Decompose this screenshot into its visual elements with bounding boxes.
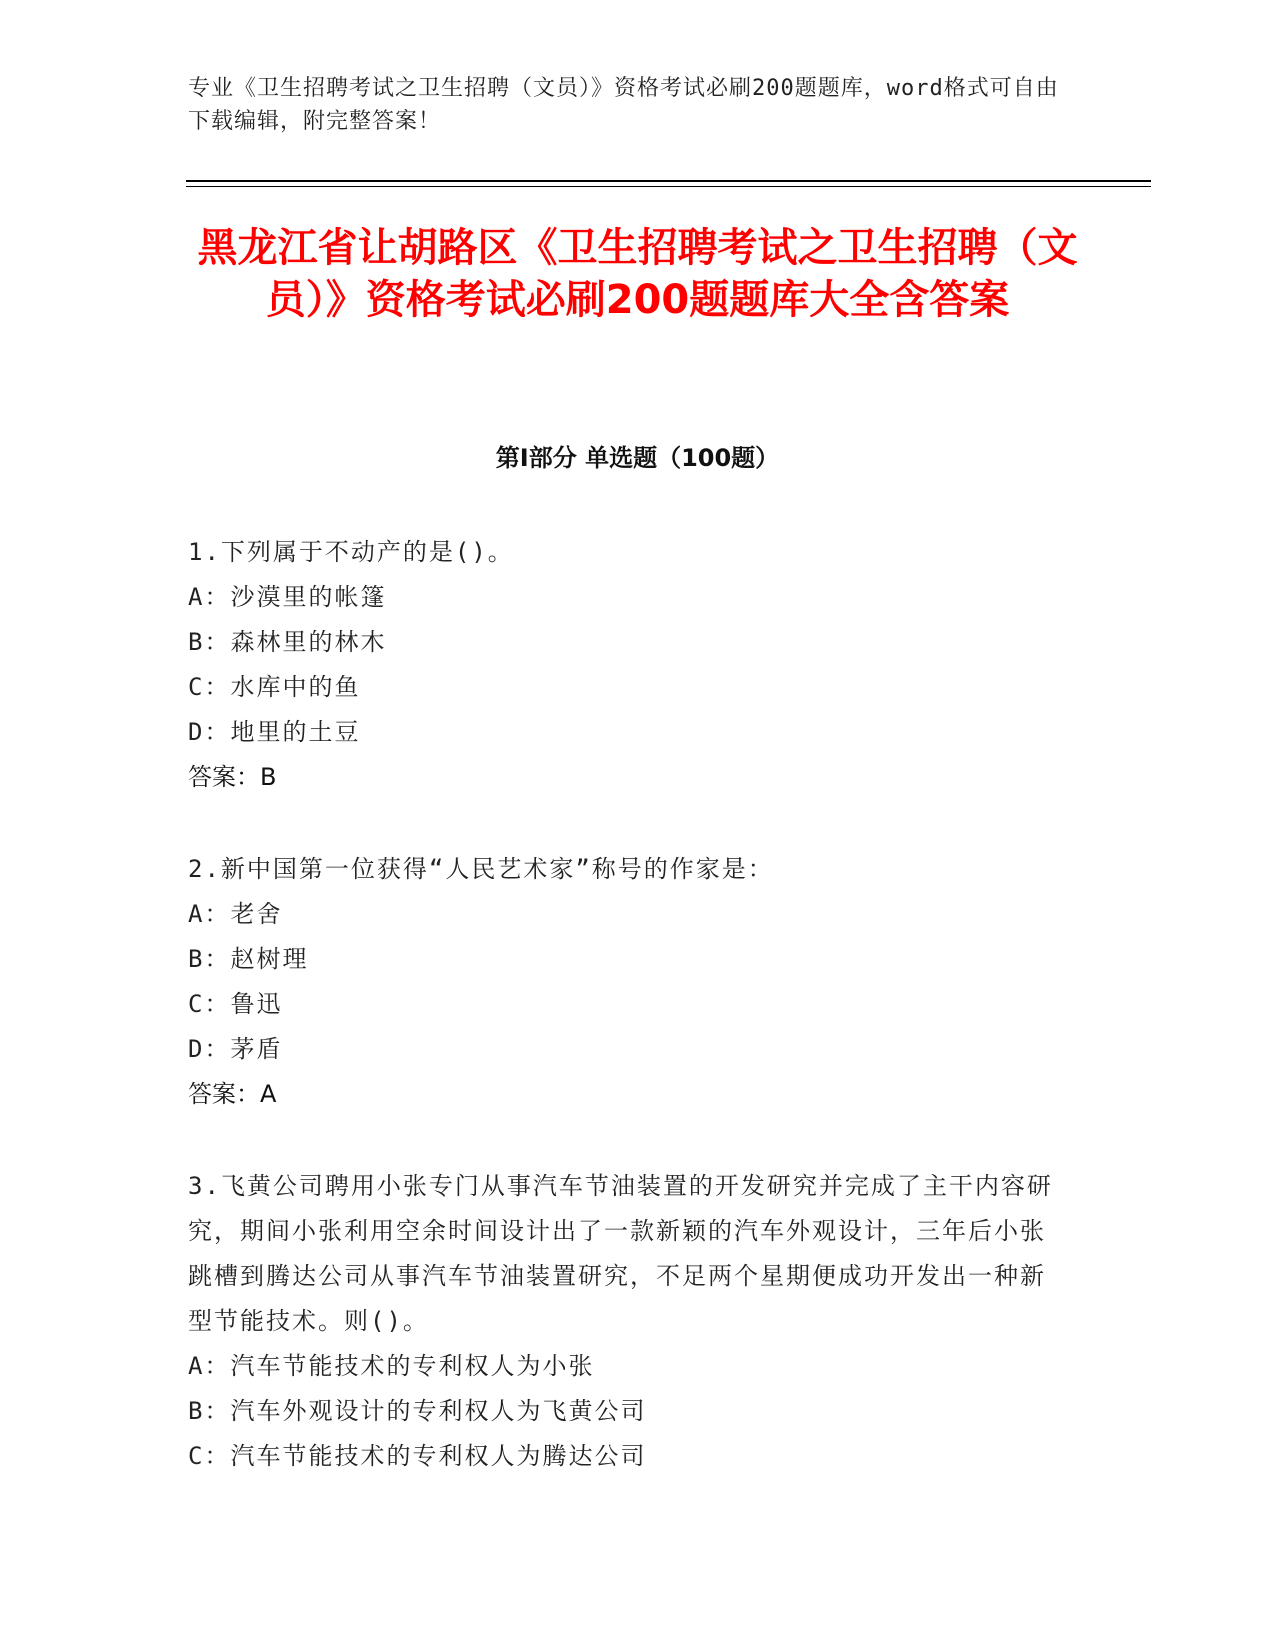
header-rule-thin	[186, 186, 1151, 187]
option-d: D：茅盾	[188, 1035, 283, 1063]
option-c: C：汽车节能技术的专利权人为腾达公司	[188, 1442, 647, 1470]
question-1	[188, 530, 1068, 800]
header-note: 专业《卫生招聘考试之卫生招聘（文员）》资格考试必刷200题题库，word格式可自由下载编辑，附完整答案！	[188, 76, 1059, 134]
question-text: 3.飞黄公司聘用小张专门从事汽车节油装置的开发研究并完成了主干内容研究，期间小张利用空余时间设计出了一款新颖的汽车外观设计，三年后小张跳槽到腾达公司从事汽车节油装置研究，不足两个星期便成功开发出一种新型节能技术。则()。	[188, 1172, 1053, 1335]
question-text: 1.下列属于不动产的是()。	[188, 538, 514, 566]
question-2	[188, 847, 1068, 1117]
option-a: A：沙漠里的帐篷	[188, 583, 387, 611]
option-a: A：老舍	[188, 900, 283, 928]
option-c: C：水库中的鱼	[188, 673, 361, 701]
option-b: B：森林里的林木	[188, 628, 387, 656]
header-rule-thick	[186, 180, 1151, 182]
option-d: D：地里的土豆	[188, 718, 361, 746]
question-3	[188, 1164, 1068, 1479]
answer: 答案：B	[188, 763, 277, 791]
question-list	[188, 530, 1068, 1526]
document-title: 黑龙江省让胡路区《卫生招聘考试之卫生招聘（文员）》资格考试必刷200题题库大全含答案	[197, 225, 1078, 323]
section-heading: 第Ⅰ部分 单选题（100题）	[495, 444, 780, 472]
option-a: A：汽车节能技术的专利权人为小张	[188, 1352, 595, 1380]
option-b: B：赵树理	[188, 945, 309, 973]
option-c: C：鲁迅	[188, 990, 283, 1018]
option-b: B：汽车外观设计的专利权人为飞黄公司	[188, 1397, 647, 1425]
answer: 答案：A	[188, 1080, 277, 1108]
question-text: 2.新中国第一位获得“人民艺术家”称号的作家是：	[188, 855, 774, 883]
